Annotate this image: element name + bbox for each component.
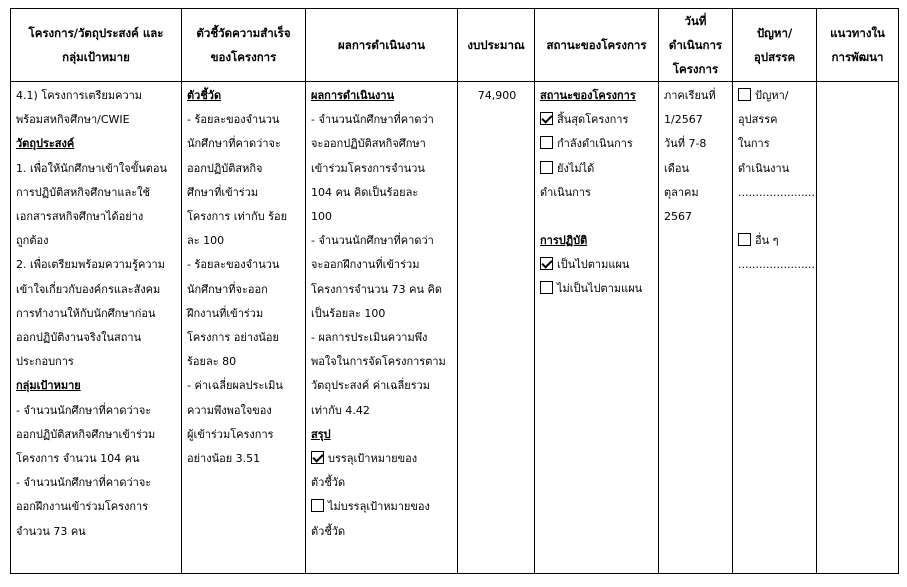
option-not-met[interactable]: ไม่บรรลุเป้าหมายของ bbox=[311, 495, 454, 519]
status-not-started[interactable]: ยังไม่ได้ bbox=[540, 157, 655, 181]
unchecked-checkbox-icon[interactable] bbox=[311, 499, 324, 512]
practice-as-planned[interactable]: เป็นไปตามแผน bbox=[540, 253, 655, 277]
unchecked-checkbox-icon[interactable] bbox=[738, 88, 751, 101]
status-completed[interactable]: สิ้นสุดโครงการ bbox=[540, 108, 655, 132]
problems-cell: ปัญหา/ อุปสรรค ในการ ดำเนินงาน ...................... อื่น ๆ ...................... bbox=[733, 82, 817, 574]
header-status: สถานะของโครงการ bbox=[535, 9, 659, 82]
practice-not-as-planned[interactable]: ไม่เป็นไปตามแผน bbox=[540, 277, 655, 301]
project-report-table bbox=[10, 8, 899, 574]
unchecked-checkbox-icon[interactable] bbox=[540, 281, 553, 294]
project-cell: 4.1) โครงการเตรียมความ พร้อมสหกิจศึกษา/CWIE วัตถุประสงค์ 1. เพื่อให้นักศึกษาเข้าใจขั้นตอน การปฏิบัติสหกิจศึกษาและใช้ เอกสารสหกิจศึกษาได้อย่าง ถูกต้อง 2. เพื่อเตรียมพร้อมความรู้ความ เข้าใจเกี่ยวกับองค์กรและสังคม การทำงานให้กับนักศึกษาก่อน ออกปฏิบัติงานจริงในสถาน ประกอบการ กลุ่มเป้าหมาย - จำนวนนักศึกษาที่คาดว่าจะ ออกปฏิบัติสหกิจศึกษาเข้าร่วม โครงการ จำนวน 104 คน - จำนวนนักศึกษาที่คาดว่าจะ ออกฝึกงานเข้าร่วมโครงการ จำนวน 73 คน bbox=[11, 82, 182, 574]
problem-option[interactable]: ปัญหา/ bbox=[738, 84, 813, 108]
header-indicators: ตัวชี้วัดความสำเร็จ ของโครงการ bbox=[182, 9, 306, 82]
unchecked-checkbox-icon[interactable] bbox=[540, 161, 553, 174]
unchecked-checkbox-icon[interactable] bbox=[738, 233, 751, 246]
fill-in-line[interactable]: ...................... bbox=[738, 258, 815, 272]
table-row bbox=[11, 82, 899, 574]
status-cell: สถานะของโครงการ สิ้นสุดโครงการ กำลังดำเนินการ ยังไม่ได้ ดำเนินการ การปฏิบัติ เป็นไปตามแผน ไม่เป็นไปตามแผน bbox=[535, 82, 659, 574]
target-heading: กลุ่มเป้าหมาย bbox=[16, 379, 81, 393]
date-cell: ภาคเรียนที่ 1/2567 วันที่ 7-8 เดือน ตุลาคม 2567 bbox=[659, 82, 733, 574]
header-date: วันที่ ดำเนินการ โครงการ bbox=[659, 9, 733, 82]
status-heading: สถานะของโครงการ bbox=[540, 89, 636, 102]
header-budget: งบประมาณ bbox=[458, 9, 535, 82]
summary-heading: สรุป bbox=[311, 427, 331, 441]
budget-cell bbox=[458, 82, 535, 574]
header-problems: ปัญหา/ อุปสรรค bbox=[733, 9, 817, 82]
indicators-heading: ตัวชี้วัด bbox=[187, 89, 222, 102]
objective-heading: วัตถุประสงค์ bbox=[16, 137, 75, 151]
project-name: พร้อมสหกิจศึกษา/CWIE bbox=[16, 113, 130, 127]
budget-value: 74,900 bbox=[477, 89, 517, 102]
project-name: 4.1) โครงการเตรียมความ bbox=[16, 89, 143, 102]
checked-checkbox-icon[interactable] bbox=[311, 451, 324, 464]
header-row bbox=[11, 9, 899, 82]
status-in-progress[interactable]: กำลังดำเนินการ bbox=[540, 132, 655, 156]
checked-checkbox-icon[interactable] bbox=[540, 257, 553, 270]
header-results: ผลการดำเนินงาน bbox=[306, 9, 458, 82]
unchecked-checkbox-icon[interactable] bbox=[540, 136, 553, 149]
indicators-cell: ตัวชี้วัด - ร้อยละของจำนวน นักศึกษาที่คาดว่าจะ ออกปฏิบัติสหกิจ ศึกษาที่เข้าร่วม โครงการ เท่ากับ ร้อย ละ 100 - ร้อยละของจำนวน นักศึกษาที่จะออก ฝึกงานที่เข้าร่วม โครงการ อย่างน้อย ร้อยละ 80 - ค่าเฉลี่ยผลประเมิน ความพึงพอใจของ ผู้เข้าร่วมโครงการ อย่างน้อย 3.51 bbox=[182, 82, 306, 574]
fill-in-line[interactable]: ...................... bbox=[738, 185, 815, 199]
development-cell bbox=[817, 82, 899, 574]
other-option[interactable]: อื่น ๆ bbox=[738, 229, 813, 253]
results-heading: ผลการดำเนินงาน bbox=[311, 89, 395, 102]
practice-heading: การปฏิบัติ bbox=[540, 234, 588, 248]
results-cell: ผลการดำเนินงาน - จำนวนนักศึกษาที่คาดว่า จะออกปฏิบัติสหกิจศึกษา เข้าร่วมโครงการจำนวน 104 คน คิดเป็นร้อยละ 100 - จำนวนนักศึกษาที่คาดว่า จะออกฝึกงานที่เข้าร่วม โครงการจำนวน 73 คน คิด เป็นร้อยละ 100 - ผลการประเมินความพึง พอใจในการจัดโครงการตาม วัตถุประสงค์ ค่าเฉลี่ยรวม เท่ากับ 4.42 สรุป บรรลุเป้าหมายของ ตัวชี้วัด ไม่บรรลุเป้าหมายของ ตัวชี้วัด bbox=[306, 82, 458, 574]
header-development: แนวทางใน การพัฒนา bbox=[817, 9, 899, 82]
checked-checkbox-icon[interactable] bbox=[540, 112, 553, 125]
option-met[interactable]: บรรลุเป้าหมายของ bbox=[311, 447, 454, 471]
header-project: โครงการ/วัตถุประสงค์ และ กลุ่มเป้าหมาย bbox=[11, 9, 182, 82]
